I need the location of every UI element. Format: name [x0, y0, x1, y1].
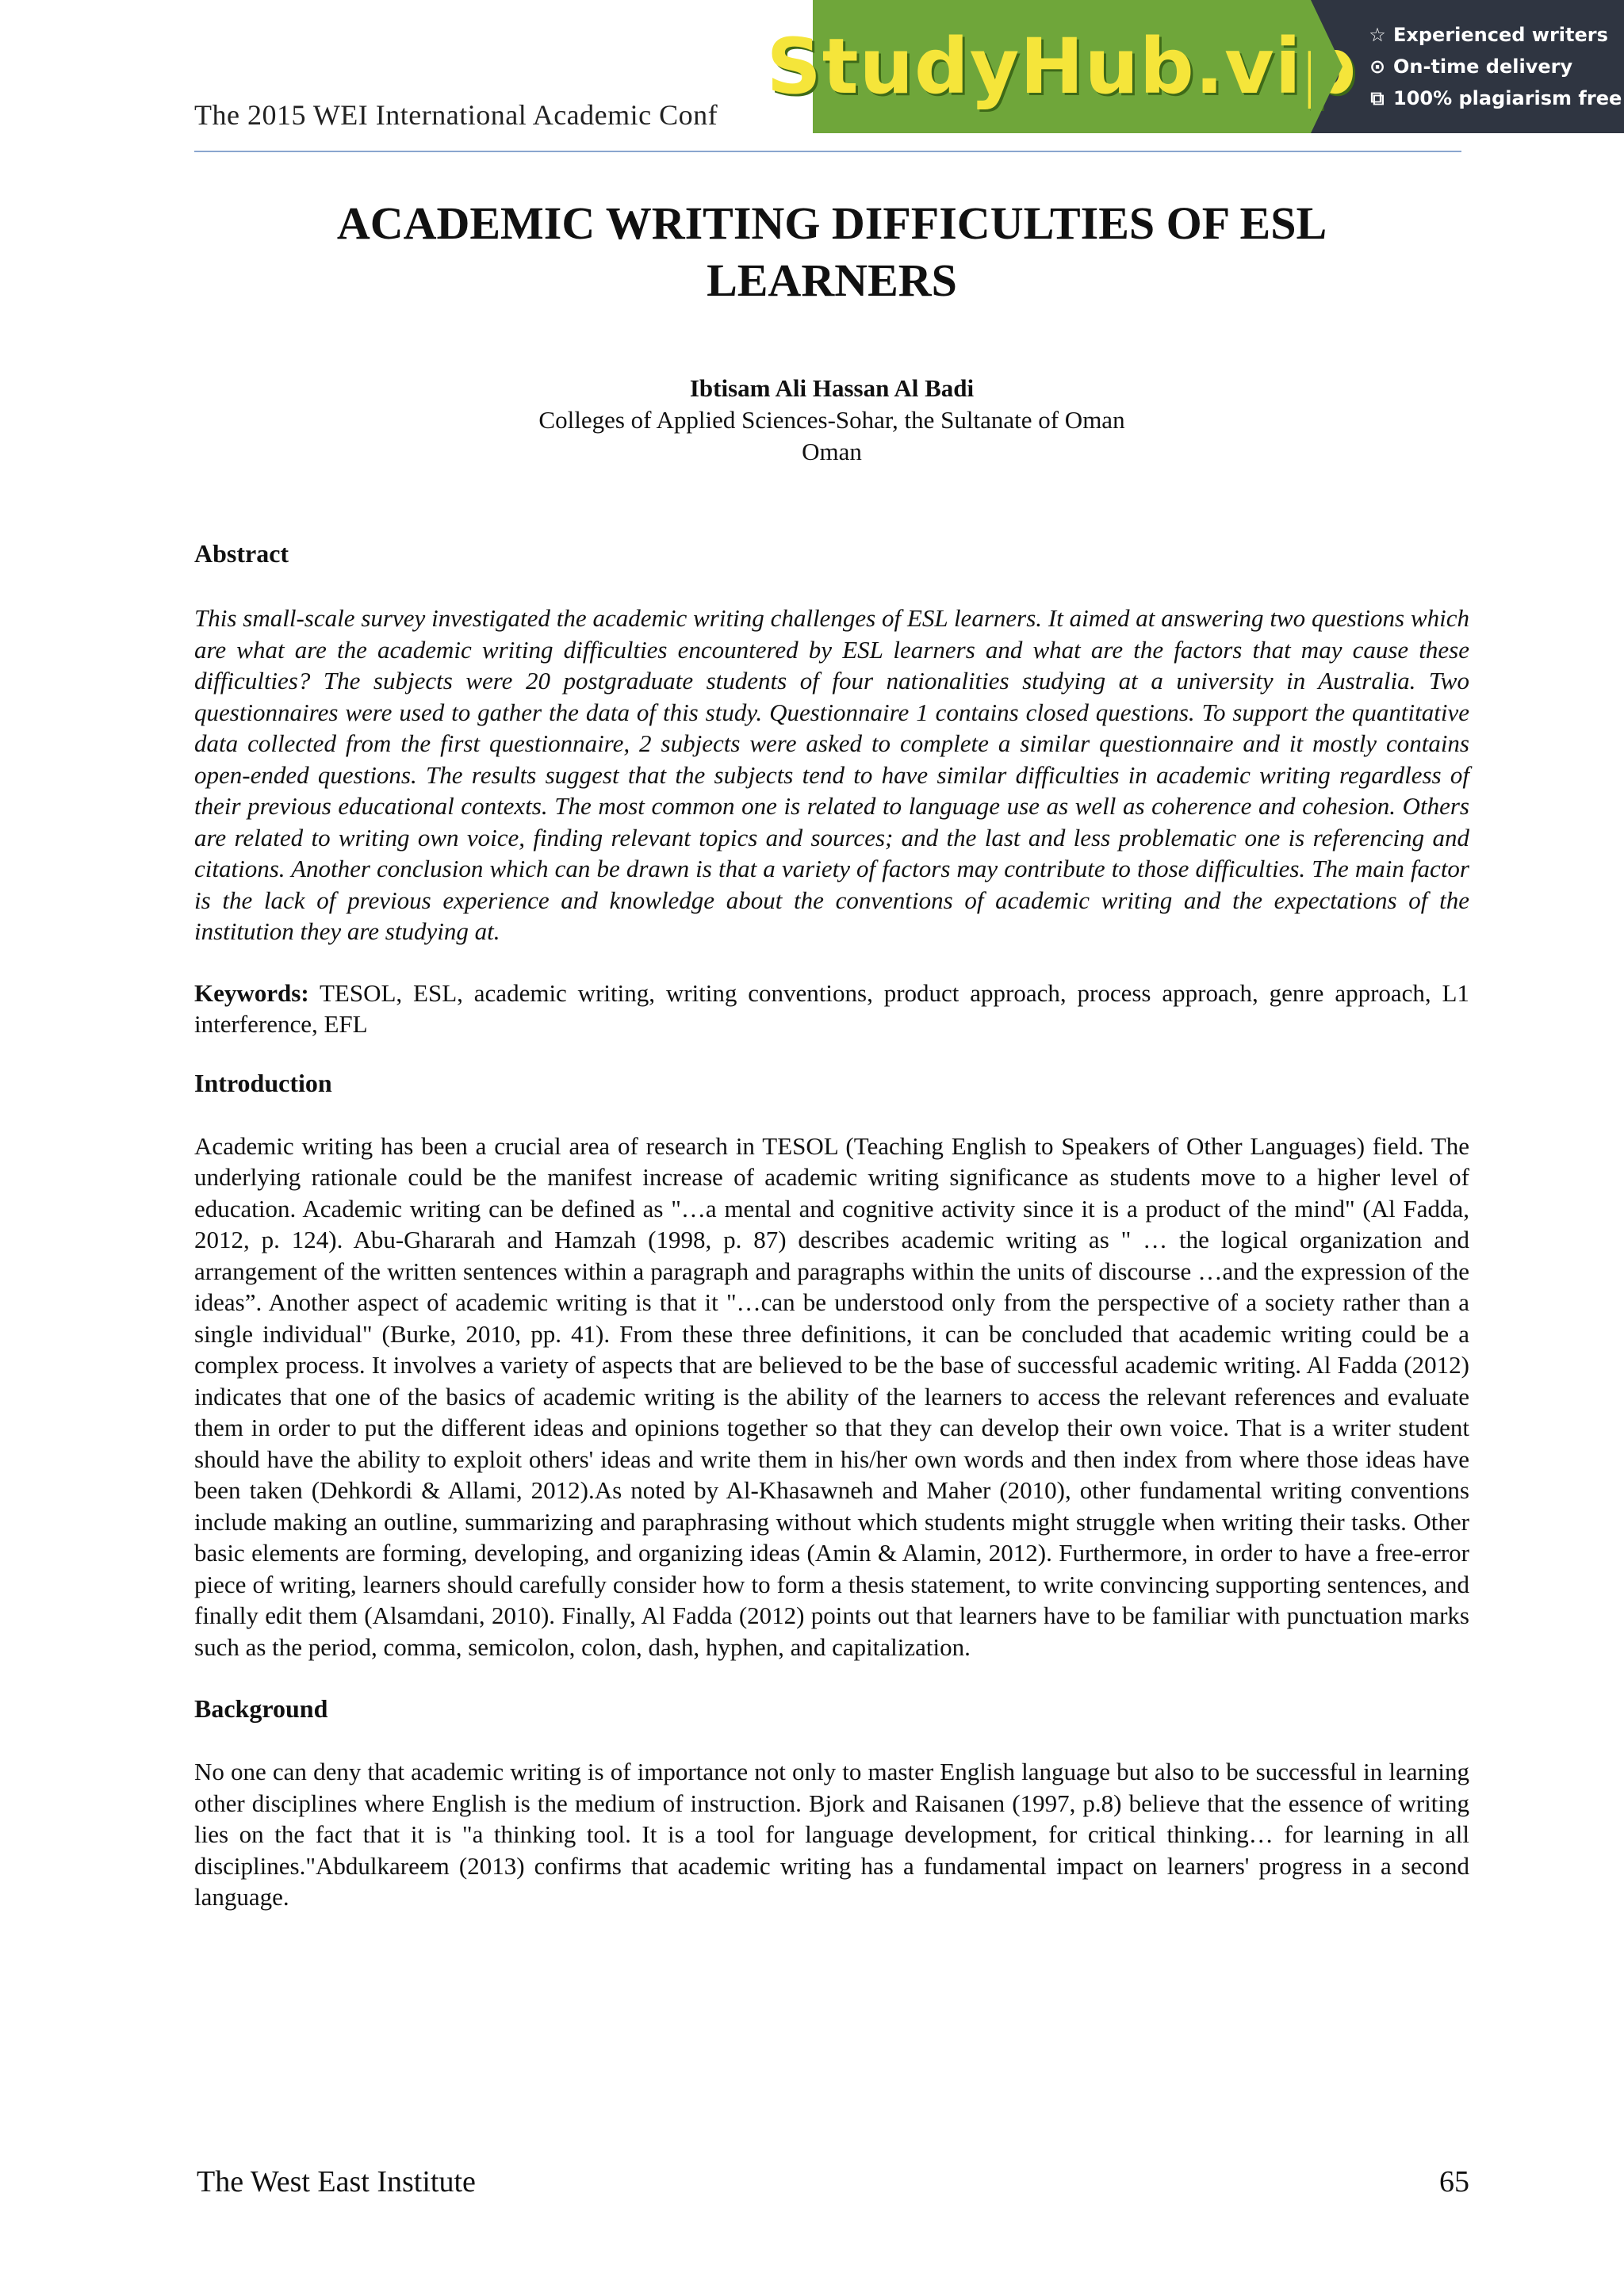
introduction-text: Academic writing has been a crucial area of research in TESOL (Teaching English to Speakers of Other Languages) field. The underlying rationale could be the manifest increase of academic writing significance as students move to a higher level of education. Academic writing can be defined as "…a mental and cognitive activity since it is a product of the mind" (Al Fadda, 2012, p. 124). Abu-Ghararah and Hamzah (1998, p. 87) describes academic writing as " … the logical organization and arrangement of the written sentences within a paragraph and paragraphs within the units of discourse …and the expression of the ideas”. Another aspect of academic writing is that it "…can be understood only from the perspective of a society rather than a single individual" (Burke, 2010, pp. 41). From these three definitions, it can be concluded that academic writing could be a complex process. It involves a variety of aspects that are believed to be the base of successful academic writing. Al Fadda (2012) indicates that one of the basics of academic writing is the ability of the learners to access the relevant references and evaluate them in order to put the different ideas and opinions together so that they can develop their own voice. That is a writer student should have the ability to exploit others' ideas and write them in his/her own words and then index from where those ideas have been taken (Dehkordi & Allami, 2012).As noted by Al-Khasawneh and Maher (2010), other fundamental writing conventions include making an outline, summarizing and paraphrasing without which students might struggle when writing their tasks. Other basic elements are forming, developing, and organizing ideas (Amin & Alamin, 2012). Furthermore, in order to have a free-error piece of writing, learners should carefully consider how to form a thesis statement, to write convincing supporting sentences, and finally edit them (Alsamdani, 2010). Finally, Al Fadda (2012) points out that learners have to be familiar with punctuation marks such as the period, comma, semicolon, colon, dash, hyphen, and capitalization. — [194, 1131, 1469, 1661]
feature-experienced-writers — [1366, 19, 1624, 51]
background-heading: Background — [194, 1694, 328, 1723]
copy-icon: ⧉ — [1370, 87, 1385, 109]
author-affiliation: Colleges of Applied Sciences-Sohar, the Sultanate of Oman — [538, 406, 1125, 434]
feature-label: Experienced writers — [1393, 24, 1608, 46]
keywords — [194, 978, 1469, 1040]
background-text: No one can deny that academic writing is of importance not only to master English language but also to be successful in learning other disciplines where English is the medium of instruction. Bjork and Raisanen (1997, p.8) believe that the essence of writing lies on the fact that it is "a thinking tool. It is a tool for language development, for critical thinking… for learning in all disciplines."Abdulkareem (2013) confirms that academic writing has a fundamental impact on learners' progress in a second language. — [194, 1758, 1469, 1911]
clock-icon: ⊙ — [1369, 55, 1386, 78]
paper-title: ACADEMIC WRITING DIFFICULTIES OF ESL LEARNERS — [336, 197, 1327, 306]
star-icon: ☆ — [1369, 24, 1386, 46]
author-country: Oman — [802, 438, 862, 465]
keywords-list: TESOL, ESL, academic writing, writing conventions, product approach, process approach, genre approach, L1 interference, EFL — [194, 978, 1469, 1038]
brand-name: StudyHub.vip — [766, 22, 1358, 111]
feature-label: 100% plagiarism free — [1393, 87, 1622, 109]
paper-body — [194, 195, 1469, 1913]
banner-features — [1311, 0, 1624, 133]
brand-logo[interactable] — [766, 0, 1358, 133]
conference-header: The 2015 WEI International Academic Conf — [194, 99, 718, 131]
introduction-heading: Introduction — [194, 1068, 332, 1097]
author-block — [194, 373, 1469, 468]
author-name: Ibtisam Ali Hassan Al Badi — [689, 374, 975, 402]
feature-label: On-time delivery — [1393, 55, 1573, 78]
footer-publisher: The West East Institute — [197, 2165, 476, 2198]
feature-plagiarism-free — [1366, 82, 1624, 114]
abstract-text: This small-scale survey investigated the academic writing challenges of ESL learners. It aimed at answering two questions which are what are the academic writing difficulties encountered by ESL learners and what are the factors that may cause these difficulties? The subjects were 20 postgraduate students of four nationalities studying at a university in Australia. Two questionnaires were used to gather the data of this study. Questionnaire 1 contains closed questions. To support the quantitative data collected from the first questionnaire, 2 subjects were asked to complete a similar questionnaire and it mostly contains open-ended questions. The results suggest that the subjects tend to have similar difficulties in academic writing regardless of their previous educational contexts. The most common one is related to language use as well as coherence and cohesion. Others are related to writing own voice, finding relevant topics and sources; and the last and less problematic one is referencing and citations. Another conclusion which can be drawn is that a variety of factors may contribute to those difficulties. The main factor is the lack of previous experience and knowledge about the conventions of academic writing and the expectations of the institution they are studying at. — [194, 604, 1469, 945]
feature-on-time-delivery — [1366, 51, 1624, 82]
studyhub-banner[interactable] — [766, 0, 1624, 133]
abstract-heading: Abstract — [194, 539, 289, 568]
header-divider — [194, 151, 1461, 152]
keywords-label: Keywords: — [194, 978, 309, 1007]
page-number: 65 — [1439, 2165, 1469, 2198]
